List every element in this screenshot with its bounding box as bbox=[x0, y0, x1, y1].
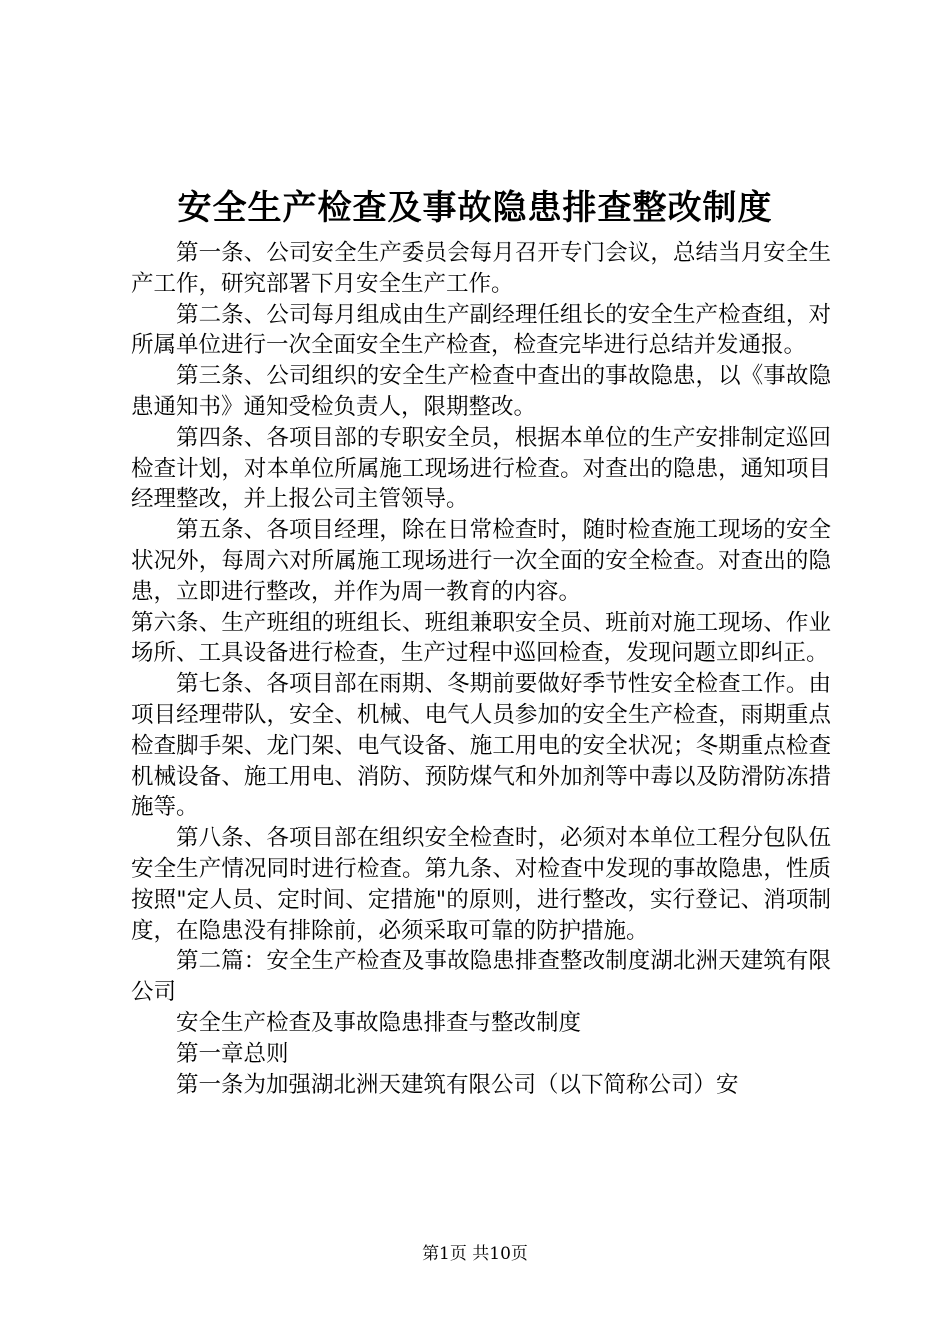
paragraph-article-6: 第六条、生产班组的班组长、班组兼职安全员、班前对施工现场、作业场所、工具设备进行检查，生产过程中巡回检查，发现问题立即纠正。 bbox=[131, 609, 831, 667]
paragraph-article-3: 第三条、公司组织的安全生产检查中查出的事故隐患，以《事故隐患通知书》通知受检负责人，限期整改。 bbox=[131, 363, 831, 420]
document-title: 安全生产检查及事故隐患排查整改制度 bbox=[177, 188, 773, 228]
paragraph-chapter-one: 第一章总则 bbox=[176, 1040, 289, 1067]
page-number: 第1页 共10页 bbox=[422, 1244, 528, 1264]
paragraph-article-4: 第四条、各项目部的专职安全员，根据本单位的生产安排制定巡回检查计划，对本单位所属施工现场进行检查。对查出的隐患，通知项目经理整改，并上报公司主管领导。 bbox=[131, 424, 831, 513]
paragraph-article-8-9: 第八条、各项目部在组织安全检查时，必须对本单位工程分包队伍安全生产情况同时进行检查。第九条、对检查中发现的事故隐患，性质按照"定人员、定时间、定措施"的原则，进行整改，实行登记、消项制度，在隐患没有排除前，必须采取可靠的防护措施。 bbox=[131, 825, 831, 944]
paragraph-article-1: 第一条、公司安全生产委员会每月召开专门会议，总结当月安全生产工作，研究部署下月安全生产工作。 bbox=[131, 240, 831, 297]
paragraph-article-7: 第七条、各项目部在雨期、冬期前要做好季节性安全检查工作。由项目经理带队，安全、机械、电气人员参加的安全生产检查，雨期重点检查脚手架、龙门架、电气设备、施工用电的安全状况；冬期重点检查机械设备、施工用电、消防、预防煤气和外加剂等中毒以及防滑防冻措施等。 bbox=[131, 671, 831, 821]
paragraph-article-2: 第二条、公司每月组成由生产副经理任组长的安全生产检查组，对所属单位进行一次全面安全生产检查，检查完毕进行总结并发通报。 bbox=[131, 301, 831, 359]
paragraph-chapter-one-article-1: 第一条为加强湖北洲天建筑有限公司（以下简称公司）安 bbox=[176, 1071, 739, 1098]
paragraph-part-two-heading: 第二篇：安全生产检查及事故隐患排查整改制度湖北洲天建筑有限公司 bbox=[131, 948, 831, 1006]
document-body bbox=[131, 238, 831, 1100]
paragraph-subtitle: 安全生产检查及事故隐患排查与整改制度 bbox=[176, 1009, 582, 1036]
paragraph-article-5: 第五条、各项目经理，除在日常检查时，随时检查施工现场的安全状况外，每周六对所属施工现场进行一次全面的安全检查。对查出的隐患，立即进行整改，并作为周一教育的内容。 bbox=[131, 517, 831, 605]
